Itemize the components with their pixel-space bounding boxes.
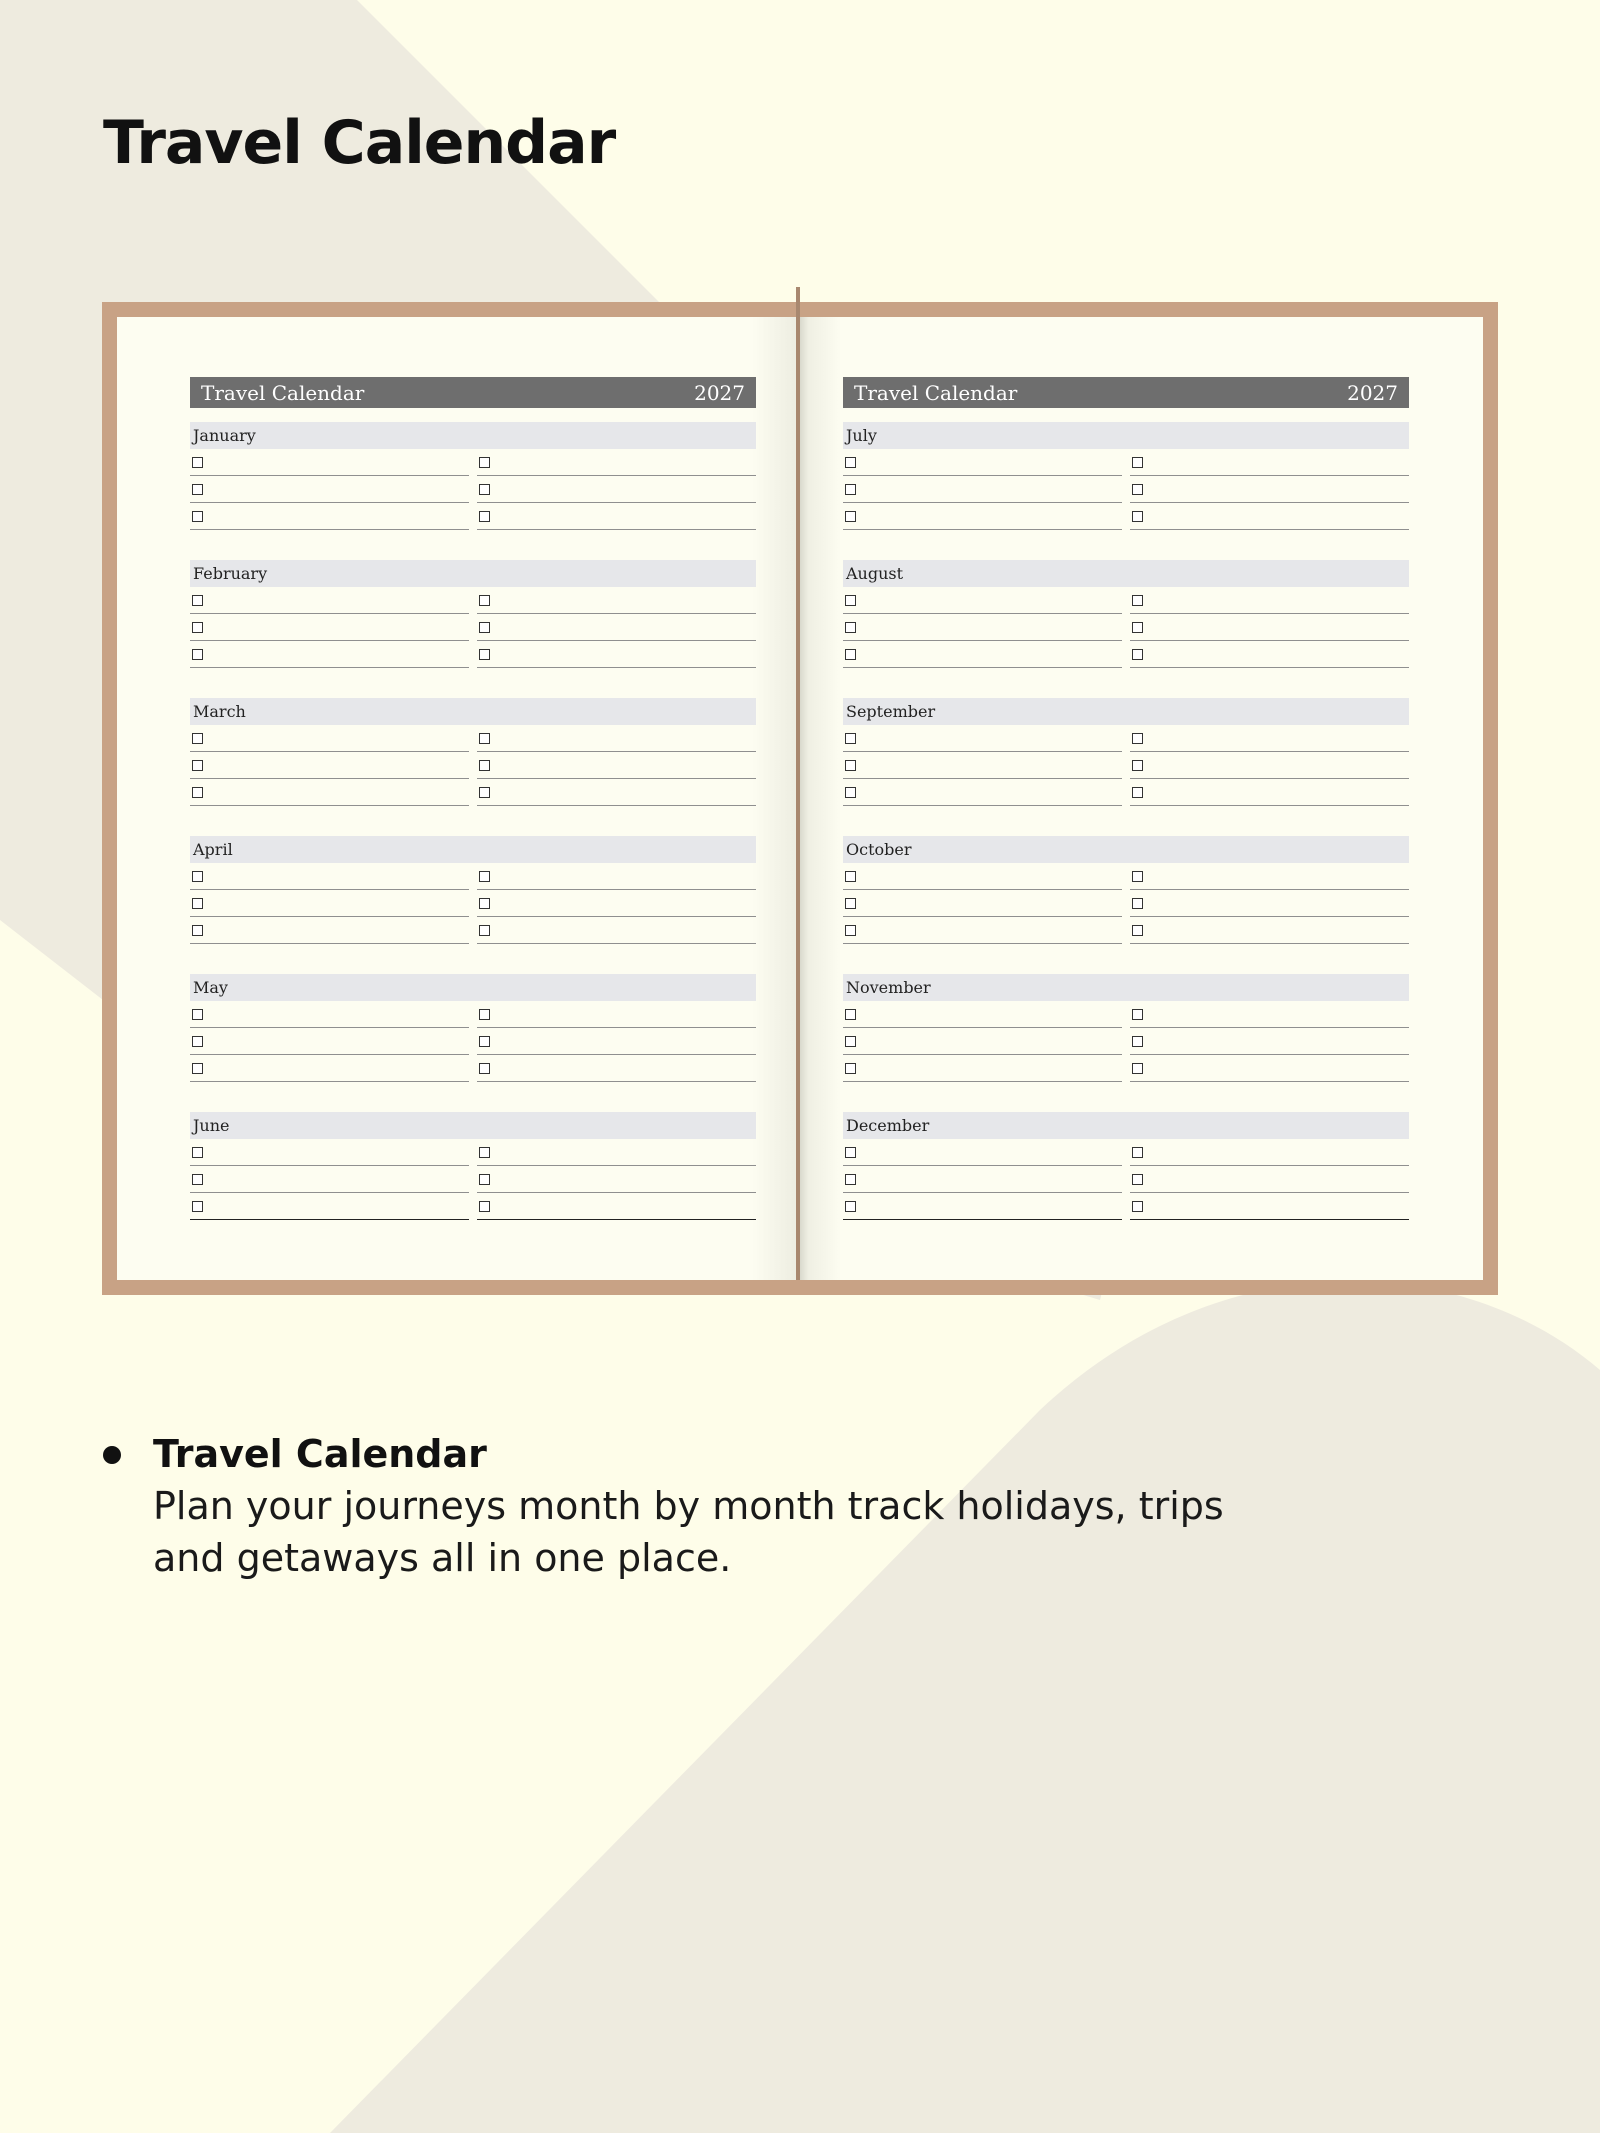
entry-row [190,779,469,806]
entry-row [477,752,756,779]
month-rows [190,725,756,806]
checkbox-icon [192,484,203,495]
entry-row [843,779,1122,806]
bullet-dot-icon [103,1446,121,1464]
month-block [190,836,756,974]
entry-row [190,1139,469,1166]
entry-row [843,1193,1122,1220]
checkbox-icon [479,1174,490,1185]
entry-row [190,863,469,890]
checkbox-icon [479,898,490,909]
month-column [477,1139,756,1220]
checkbox-icon [479,484,490,495]
checkbox-icon [845,622,856,633]
checkbox-icon [845,733,856,744]
checkbox-icon [192,1147,203,1158]
checkbox-icon [1132,1147,1143,1158]
month-column [190,725,469,806]
entry-row [843,449,1122,476]
entry-row [477,449,756,476]
entry-row [190,1028,469,1055]
month-block [190,1112,756,1250]
checkbox-icon [192,733,203,744]
checkbox-icon [845,1036,856,1047]
month-column [1130,1139,1409,1220]
entry-row [1130,614,1409,641]
checkbox-icon [845,484,856,495]
entry-row [477,1001,756,1028]
month-block [190,974,756,1112]
month-block [843,698,1409,836]
checkbox-icon [479,1201,490,1212]
entry-row [477,641,756,668]
checkbox-icon [845,787,856,798]
book-pages [117,317,1483,1280]
checkbox-icon [845,1201,856,1212]
book-spine [796,287,800,1280]
month-label: January [190,422,756,449]
checkbox-icon [1132,622,1143,633]
entry-row [843,476,1122,503]
checkbox-icon [845,925,856,936]
planner-right [843,377,1409,1250]
entry-row [190,449,469,476]
month-column [190,863,469,944]
entry-row [1130,917,1409,944]
entry-row [477,1193,756,1220]
entry-row [190,1055,469,1082]
checkbox-icon [479,1063,490,1074]
entry-row [843,1166,1122,1193]
month-column [1130,863,1409,944]
month-column [190,1001,469,1082]
entry-row [843,752,1122,779]
checkbox-icon [479,1009,490,1020]
entry-row [477,1139,756,1166]
checkbox-icon [1132,484,1143,495]
month-label: October [843,836,1409,863]
planner-header-title: Travel Calendar [854,380,1018,405]
checkbox-icon [1132,787,1143,798]
month-label: June [190,1112,756,1139]
month-label: July [843,422,1409,449]
feature-list [103,1428,1403,1584]
entry-row [843,890,1122,917]
entry-row [477,476,756,503]
checkbox-icon [845,649,856,660]
checkbox-icon [1132,1036,1143,1047]
checkbox-icon [479,649,490,660]
checkbox-icon [192,649,203,660]
planner-book [102,302,1498,1295]
entry-row [477,890,756,917]
month-column [1130,587,1409,668]
feature-description: Plan your journeys month by month track holidays, trips and getaways all in one place. [153,1484,1224,1580]
entry-row [190,752,469,779]
page-title: Travel Calendar [103,108,616,178]
checkbox-icon [192,511,203,522]
month-block [843,836,1409,974]
month-rows [843,587,1409,668]
checkbox-icon [192,898,203,909]
entry-row [843,1001,1122,1028]
entry-row [843,1028,1122,1055]
checkbox-icon [845,871,856,882]
entry-row [477,779,756,806]
month-rows [190,863,756,944]
month-label: September [843,698,1409,725]
month-label: December [843,1112,1409,1139]
entry-row [843,863,1122,890]
entry-row [477,917,756,944]
entry-row [843,614,1122,641]
month-column [843,725,1122,806]
checkbox-icon [1132,898,1143,909]
month-block [190,422,756,560]
month-rows [190,1139,756,1220]
month-rows [843,1139,1409,1220]
month-rows [843,449,1409,530]
entry-row [1130,1001,1409,1028]
checkbox-icon [1132,595,1143,606]
checkbox-icon [479,1147,490,1158]
checkbox-icon [1132,1201,1143,1212]
checkbox-icon [479,457,490,468]
entry-row [477,1166,756,1193]
month-label: April [190,836,756,863]
checkbox-icon [192,871,203,882]
month-column [1130,1001,1409,1082]
checkbox-icon [192,787,203,798]
feature-item [103,1428,1403,1584]
checkbox-icon [479,733,490,744]
checkbox-icon [845,1063,856,1074]
month-rows [843,1001,1409,1082]
entry-row [190,1193,469,1220]
checkbox-icon [192,1174,203,1185]
checkbox-icon [845,1147,856,1158]
month-label: August [843,560,1409,587]
entry-row [1130,476,1409,503]
entry-row [1130,1028,1409,1055]
checkbox-icon [192,925,203,936]
entry-row [190,587,469,614]
month-column [190,449,469,530]
month-column [477,449,756,530]
month-block [190,698,756,836]
planner-left [190,377,756,1250]
entry-row [477,614,756,641]
checkbox-icon [192,1009,203,1020]
checkbox-icon [479,595,490,606]
entry-row [1130,587,1409,614]
entry-row [190,725,469,752]
checkbox-icon [192,1201,203,1212]
month-rows [190,587,756,668]
checkbox-icon [1132,733,1143,744]
checkbox-icon [1132,871,1143,882]
checkbox-icon [1132,457,1143,468]
month-rows [190,449,756,530]
checkbox-icon [845,898,856,909]
entry-row [190,917,469,944]
entry-row [1130,779,1409,806]
checkbox-icon [845,595,856,606]
left-page [117,317,800,1280]
checkbox-icon [479,760,490,771]
entry-row [1130,725,1409,752]
month-block [843,422,1409,560]
checkbox-icon [479,511,490,522]
checkbox-icon [845,1009,856,1020]
month-column [477,587,756,668]
entry-row [1130,890,1409,917]
entry-row [1130,1139,1409,1166]
entry-row [1130,863,1409,890]
checkbox-icon [479,925,490,936]
month-rows [843,725,1409,806]
month-column [1130,449,1409,530]
entry-row [1130,1193,1409,1220]
background-bottom-shape [330,1281,1600,2133]
entry-row [843,917,1122,944]
entry-row [190,1001,469,1028]
checkbox-icon [479,1036,490,1047]
planner-header-title: Travel Calendar [201,380,365,405]
planner-header-year: 2027 [1347,380,1398,405]
entry-row [1130,449,1409,476]
month-column [843,449,1122,530]
month-block [190,560,756,698]
checkbox-icon [192,1063,203,1074]
entry-row [843,503,1122,530]
month-label: May [190,974,756,1001]
entry-row [843,587,1122,614]
entry-row [190,476,469,503]
checkbox-icon [845,760,856,771]
checkbox-icon [845,1174,856,1185]
month-column [843,587,1122,668]
checkbox-icon [1132,1063,1143,1074]
month-block [843,1112,1409,1250]
month-rows [843,863,1409,944]
checkbox-icon [1132,1174,1143,1185]
month-rows [190,1001,756,1082]
entry-row [190,614,469,641]
entry-row [843,1139,1122,1166]
checkbox-icon [192,622,203,633]
checkbox-icon [1132,760,1143,771]
entry-row [1130,752,1409,779]
checkbox-icon [1132,649,1143,660]
entry-row [843,1055,1122,1082]
month-column [477,1001,756,1082]
right-page [800,317,1483,1280]
entry-row [477,503,756,530]
month-column [477,725,756,806]
checkbox-icon [479,871,490,882]
entry-row [1130,641,1409,668]
entry-row [190,890,469,917]
entry-row [190,1166,469,1193]
entry-row [843,725,1122,752]
month-column [190,1139,469,1220]
entry-row [477,1028,756,1055]
planner-header [190,377,756,408]
checkbox-icon [845,511,856,522]
month-label: November [843,974,1409,1001]
entry-row [477,725,756,752]
month-column [1130,725,1409,806]
entry-row [190,503,469,530]
checkbox-icon [192,760,203,771]
entry-row [190,641,469,668]
entry-row [843,641,1122,668]
entry-row [477,587,756,614]
month-column [477,863,756,944]
month-column [843,1001,1122,1082]
checkbox-icon [479,787,490,798]
month-column [843,1139,1122,1220]
feature-title: Travel Calendar [153,1432,487,1476]
entry-row [1130,503,1409,530]
checkbox-icon [192,595,203,606]
planner-header-year: 2027 [694,380,745,405]
checkbox-icon [1132,1009,1143,1020]
planner-header [843,377,1409,408]
month-column [843,863,1122,944]
month-block [843,974,1409,1112]
month-column [190,587,469,668]
checkbox-icon [1132,925,1143,936]
month-block [843,560,1409,698]
checkbox-icon [1132,511,1143,522]
entry-row [477,1055,756,1082]
month-label: February [190,560,756,587]
checkbox-icon [192,1036,203,1047]
checkbox-icon [845,457,856,468]
entry-row [477,863,756,890]
checkbox-icon [192,457,203,468]
entry-row [1130,1055,1409,1082]
checkbox-icon [479,622,490,633]
entry-row [1130,1166,1409,1193]
month-label: March [190,698,756,725]
